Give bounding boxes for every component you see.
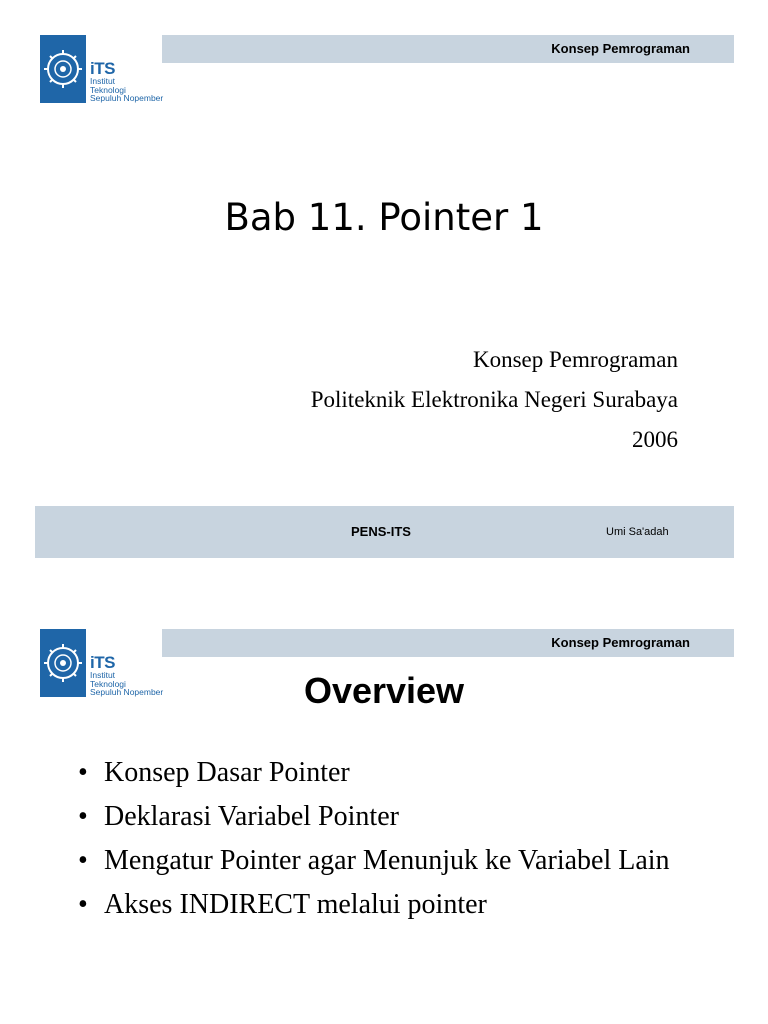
footer-institution: PENS-ITS: [351, 524, 411, 539]
logo-line-3: Sepuluh Nopember: [90, 687, 164, 697]
header-bar: [162, 35, 734, 63]
subtitle-year: 2006: [632, 427, 678, 452]
logo-name: iTS: [90, 653, 115, 672]
bullet-item: • Akses INDIRECT melalui pointer: [78, 886, 718, 924]
slide-2: [0, 594, 768, 1024]
header-bar: [162, 629, 734, 657]
slide-title: Overview: [303, 670, 465, 711]
bullet-list: [78, 754, 718, 930]
logo-text: [90, 60, 163, 103]
logo-line-2: Teknologi: [90, 678, 126, 689]
logo-line-1: Institut: [90, 76, 116, 86]
footer-author: Umi Sa'adah: [606, 526, 669, 538]
subtitle-course: Konsep Pemrograman: [472, 347, 678, 372]
bullet-item: • Konsep Dasar Pointer: [78, 754, 718, 792]
its-logo-icon: [40, 35, 86, 103]
logo-line-1: Institut: [90, 670, 116, 680]
bullet-item: • Mengatur Pointer agar Menunjuk ke Variabel Lain: [78, 842, 718, 880]
logo-line-3: Sepuluh Nopember: [90, 93, 164, 103]
logo-line-2: Teknologi: [90, 84, 126, 95]
footer-bar: [35, 506, 734, 558]
header-title: Konsep Pemrograman: [551, 635, 690, 650]
header-title: Konsep Pemrograman: [551, 41, 690, 56]
subtitle-block: [311, 340, 678, 460]
slide-title: Bab 11. Pointer 1: [224, 196, 544, 239]
bullet-item: • Deklarasi Variabel Pointer: [78, 798, 718, 836]
logo-name: iTS: [90, 59, 115, 78]
subtitle-institution: Politeknik Elektronika Negeri Surabaya: [310, 387, 678, 412]
